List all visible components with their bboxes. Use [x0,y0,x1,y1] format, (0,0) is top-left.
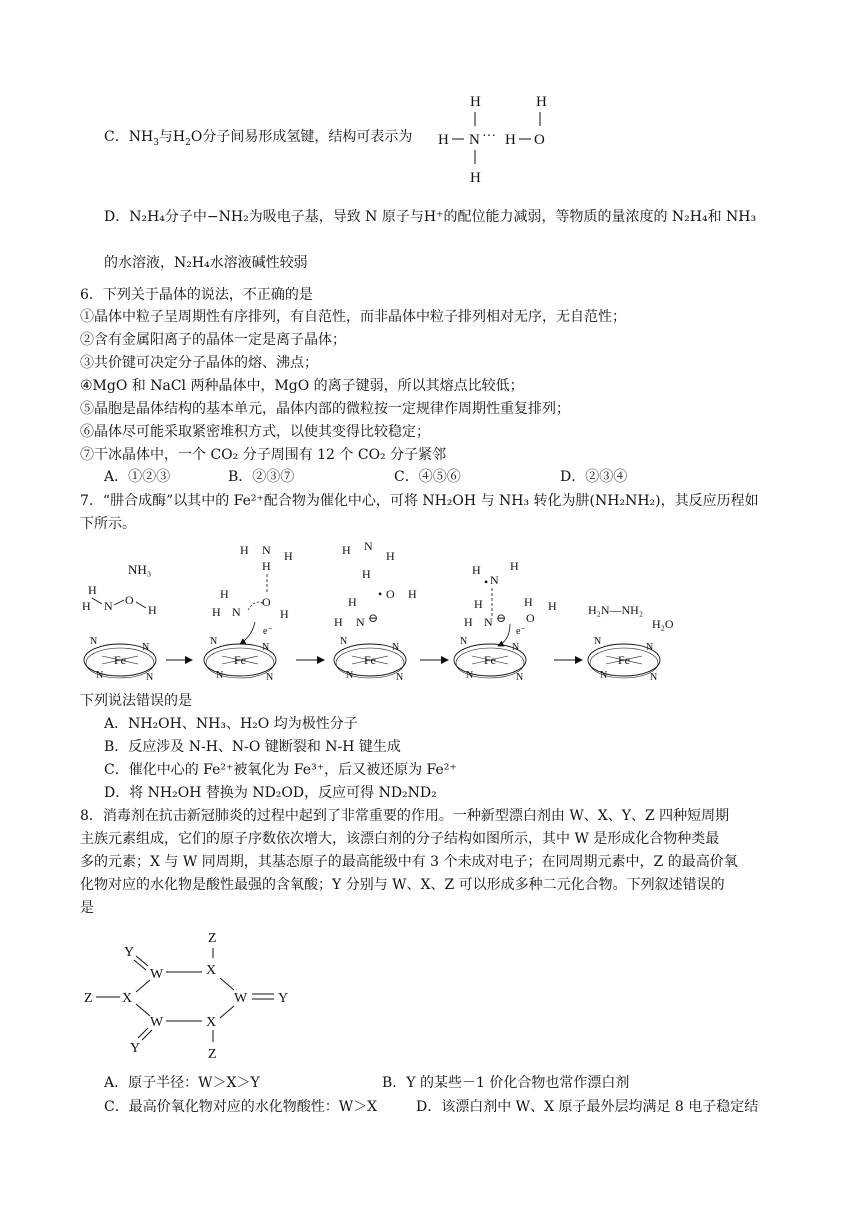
n: N [364,539,373,553]
x-top: X [206,963,217,978]
q8-stem-line4: 化物对应的水化物是酸性最强的含氧酸；Y 分别与 W、X、Z 可以形成多种二元化合物。下列叙述错误的 [80,877,725,893]
n: N [142,642,150,653]
d-line1: N₂H₄分子中−NH₂为吸电子基，导致 N 原子与H⁺的配位能力减弱，等物质的量浓度的 N₂H₄和 NH₃ [129,209,757,225]
y-topleft: Y [124,945,135,960]
radical-dot: • [378,587,383,601]
fe-center: Fe [234,653,246,667]
h: H [82,599,91,613]
q6-item-4: ④MgO 和 NaCl 两种晶体中，MgO 的离子键弱，所以其熔点比较低； [80,378,524,394]
q7-option-c: C．催化中心的 Fe²⁺被氧化为 Fe³⁺，后又被还原为 Fe²⁺ [104,762,457,778]
q6-option-d: D．②③④ [560,469,628,485]
h: H [334,615,343,629]
x-bottom: X [206,1015,217,1030]
stage-3 [334,539,417,683]
n-center: N [469,132,480,148]
n: N [216,670,224,681]
h: H [348,595,357,609]
w-topleft: W [150,967,164,982]
q7-option-a: A．NH₂OH、NH₃、H₂O 均为极性分子 [104,716,358,732]
minus-charge: ⊖ [496,611,507,625]
bleach-molecule-structure [82,926,312,1062]
q6-item-7: ⑦干冰晶体中，一个 CO₂ 分子周围有 12 个 CO₂ 分子紧邻 [80,447,447,463]
n: N [96,670,104,681]
n: N [146,672,154,683]
h: H [280,607,289,621]
n: N [646,642,654,653]
h: H [408,587,417,601]
n: N [266,672,274,683]
option-label: C． [104,129,129,145]
q7-question: 下列说法错误的是 [80,693,192,709]
h: H [524,595,533,609]
q5-option-d-cont: 的水溶液，N₂H₄水溶液碱性较弱 [104,255,308,271]
reaction-mechanism-diagram [80,536,700,686]
q5-option-c [104,126,412,148]
c-sub2: 2 [185,137,191,148]
q8-options-row2 [104,1096,758,1118]
n: N [90,636,98,647]
q6-stem: 6．下列关于晶体的说法，不正确的是 [80,287,313,303]
q6-item-3: ③共价键可决定分子晶体的熔、沸点； [80,355,318,371]
h-left: H [438,132,449,148]
q8-options-row1 [104,1072,629,1094]
z-bottom: Z [208,1047,217,1062]
n: N [340,636,348,647]
n: N [356,615,365,629]
o: O [526,611,535,625]
c-text-pre: NH [128,129,154,145]
h: H [284,549,293,563]
z-top: Z [208,931,217,946]
n: N [210,636,218,647]
h-top: H [470,94,481,110]
q6-item-2: ②含有金属阳离子的晶体一定是离子晶体； [80,332,346,348]
water-product: H₂O [652,617,674,631]
n: N [460,636,468,647]
fe-center: Fe [114,653,126,667]
q8-option-c: C．最高价氧化物对应的水化物酸性：W＞X [104,1099,378,1115]
h: H [474,597,483,611]
h: H [342,543,351,557]
q5-option-d [104,206,756,228]
n: N [104,599,113,613]
q6-options [104,466,627,488]
n: N [392,642,400,653]
q7-option-d: D．将 NH₂OH 替换为 ND₂OD，反应可得 ND₂ND₂ [104,785,437,801]
stage-2 [204,543,293,683]
minus-charge: ⊖ [368,611,379,625]
h-bottom: H [470,170,481,186]
radical-dot: • [484,575,489,589]
stage-1 [82,562,157,683]
h-top-o: H [536,94,547,110]
c-sub1: 3 [153,137,159,148]
n: N [484,615,493,629]
q8-stem-line2: 主族元素组成，它们的原子序数依次增大，该漂白剂的分子结构如图所示，其中 W 是形成化合物种类最 [80,831,720,847]
stage-4 [454,559,557,683]
h: H [148,603,157,617]
n: N [466,670,474,681]
q6-item-6: ⑥晶体尽可能采取紧密堆积方式，以使其变得比较稳定； [80,424,430,440]
c-text-post: O分子间易形成氢键，结构可表示为 [190,129,413,145]
h: H [362,567,371,581]
n: N [232,605,241,619]
n: N [600,670,608,681]
q6-option-c: C．④⑤⑥ [394,469,461,485]
c-text-mid: 与H [158,129,186,145]
q8-option-d: D．该漂白剂中 W、X 原子最外层均满足 8 电子稳定结 [416,1099,759,1115]
w-right: W [234,991,248,1006]
q8-option-b: B．Y 的某些－1 价化合物也常作漂白剂 [382,1075,630,1091]
h: H [240,543,249,557]
z-left: Z [84,991,93,1006]
q6-item-1: ①晶体中粒子呈周期性有序排列，有自范性，而非晶体中粒子排列相对无序，无自范性； [80,309,626,325]
y-bottomleft: Y [130,1041,141,1056]
h-mid: H [505,132,516,148]
option-label: D． [104,209,130,225]
n: N [262,642,270,653]
x-left: X [122,991,133,1006]
hydrogen-bond-structure [432,88,562,188]
fe-center: Fe [364,653,376,667]
n: N [594,636,602,647]
hbond-dots: ··· [482,129,496,144]
h: H [472,563,481,577]
n: N [516,672,524,683]
o: O [125,593,134,607]
q7-option-b: B．反应涉及 N-H、N-O 键断裂和 N-H 键生成 [104,739,401,755]
fe-center: Fe [618,653,630,667]
o: O [386,587,395,601]
q8-stem-line1: 8．消毒剂在抗击新冠肺炎的过程中起到了非常重要的作用。一种新型漂白剂由 W、X、Y、Z 四种短周期 [80,808,730,824]
o: O [262,595,271,609]
electron: e⁻ [263,626,273,637]
n: N [490,573,499,587]
n: N [396,672,404,683]
q7-stem-line1: 7．“肼合成酶”以其中的 Fe²⁺配合物为催化中心，可将 NH₂OH 与 NH₃ 转化为肼(NH₂NH₂)，其反应历程如 [80,493,759,509]
nh3-label: NH₃ [128,562,152,577]
o-right: O [534,132,545,148]
h: H [220,587,229,601]
h: H [262,559,271,573]
n: N [262,543,271,557]
q8-stem-line3: 多的元素；X 与 W 同周期，其基态原子的最高能级中有 3 个未成对电子；在同周期元素中，Z 的最高价氧 [80,854,738,870]
stage-5 [588,603,674,683]
hydrazine-product: H₂N—NH₂ [588,603,644,617]
q6-item-5: ⑤晶胞是晶体结构的基本单元，晶体内部的微粒按一定规律作周期性重复排列； [80,401,570,417]
q6-option-b: B．②③⑦ [228,469,295,485]
h: H [510,559,519,573]
h: H [386,549,395,563]
n: N [650,672,658,683]
fe-center: Fe [484,653,496,667]
n: N [346,670,354,681]
q8-stem-line5: 是 [80,900,94,916]
h: H [548,599,557,613]
electron: e⁻ [516,626,526,637]
q6-option-a: A．①②③ [104,469,171,485]
h: H [212,605,221,619]
y-right: Y [278,991,289,1006]
q8-option-a: A．原子半径：W＞X＞Y [104,1075,260,1091]
n: N [512,642,520,653]
h: H [464,615,473,629]
q7-stem-line2: 下所示。 [80,516,136,532]
h: H [88,583,97,597]
w-bottomleft: W [150,1015,164,1030]
